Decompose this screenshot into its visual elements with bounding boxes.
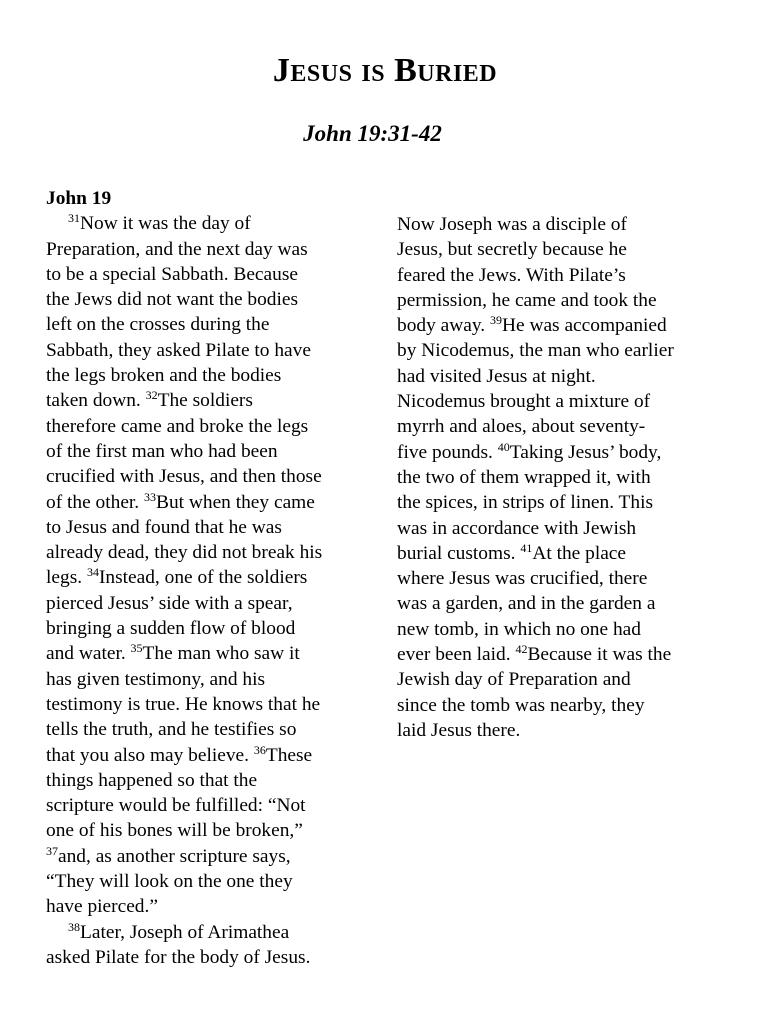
verse-text: was in accordance with Jewish xyxy=(397,517,637,539)
verse-text: pierced Jesus’ side with a spear, xyxy=(46,592,293,614)
verse-text: body away. xyxy=(397,315,490,337)
text-line xyxy=(46,743,356,768)
verse-text: These xyxy=(265,744,313,766)
verse-text: Because it was the xyxy=(527,644,672,666)
verse-text: At the place xyxy=(532,542,627,564)
text-line xyxy=(46,920,356,945)
verse-text: of the first man who had been xyxy=(46,440,278,462)
scripture-paragraph xyxy=(46,211,356,919)
right-column-body xyxy=(397,212,707,743)
verse-text: crucified with Jesus, and then those xyxy=(46,466,322,488)
verse-text: scripture would be fulfilled: “Not xyxy=(46,795,306,817)
verse-text: Jewish day of Preparation and xyxy=(397,669,631,691)
text-line xyxy=(46,894,356,919)
verse-text: the spices, in strips of linen. This xyxy=(397,492,654,514)
verse-text: already dead, they did not break his xyxy=(46,542,323,564)
verse-number: 32 xyxy=(145,388,158,403)
verse-number: 38 xyxy=(68,919,80,934)
verse-text: where Jesus was crucified, there xyxy=(397,568,648,590)
text-line xyxy=(46,869,356,894)
text-line xyxy=(46,312,356,337)
verse-text: But when they came xyxy=(156,491,315,513)
verse-text: permission, he came and took the xyxy=(397,289,657,311)
page-title: Jesus is Buried xyxy=(272,52,498,89)
verse-text: have pierced.” xyxy=(46,896,158,918)
verse-text: Nicodemus brought a mixture of xyxy=(397,391,651,413)
text-line xyxy=(397,667,707,692)
verse-text: the legs broken and the bodies xyxy=(46,365,282,387)
verse-text: Now it was the day of xyxy=(80,213,251,235)
chapter-heading: John 19 xyxy=(46,188,112,209)
text-line xyxy=(397,364,707,389)
text-line xyxy=(397,693,707,718)
verse-text: laid Jesus there. xyxy=(397,719,521,741)
text-line xyxy=(397,591,707,616)
text-line xyxy=(46,692,356,717)
text-line xyxy=(397,617,707,642)
text-line xyxy=(46,211,356,236)
verse-text: by Nicodemus, the man who earlier xyxy=(397,340,674,362)
text-line xyxy=(46,515,356,540)
text-line xyxy=(46,388,356,413)
text-line xyxy=(46,717,356,742)
verse-number: 36 xyxy=(253,742,266,757)
verse-text: Jesus, but secretly because he xyxy=(397,239,627,261)
verse-text: myrrh and aloes, about seventy- xyxy=(397,416,646,438)
text-line xyxy=(397,237,707,262)
verse-text: Now Joseph was a disciple of xyxy=(397,214,627,235)
verse-text: Instead, one of the soldiers xyxy=(98,567,308,589)
verse-text: asked Pilate for the body of Jesus. xyxy=(46,946,311,968)
verse-text: five pounds. xyxy=(397,441,498,463)
text-line xyxy=(397,440,707,465)
verse-text: Later, Joseph of Arimathea xyxy=(80,921,290,943)
text-line xyxy=(46,768,356,793)
text-line xyxy=(46,439,356,464)
text-line xyxy=(46,338,356,363)
verse-number: 31 xyxy=(68,211,80,226)
verse-text: to be a special Sabbath. Because xyxy=(46,263,298,285)
text-line xyxy=(397,566,707,591)
verse-text: testimony is true. He knows that he xyxy=(46,693,321,715)
verse-number: 35 xyxy=(130,641,143,656)
text-line xyxy=(397,541,707,566)
verse-text: bringing a sudden flow of blood xyxy=(46,618,296,640)
text-line xyxy=(397,263,707,288)
text-line xyxy=(46,464,356,489)
text-line xyxy=(46,540,356,565)
text-line xyxy=(46,945,356,970)
text-line xyxy=(46,363,356,388)
text-line xyxy=(397,642,707,667)
verse-text: and water. xyxy=(46,643,131,665)
verse-text: to Jesus and found that he was xyxy=(46,516,282,538)
text-line xyxy=(46,237,356,262)
left-column xyxy=(46,186,356,970)
verse-text: feared the Jews. With Pilate’s xyxy=(397,264,626,286)
text-line xyxy=(397,718,707,743)
verse-text: new tomb, in which no one had xyxy=(397,618,641,640)
scripture-paragraph xyxy=(46,920,356,971)
verse-text: ever been laid. xyxy=(397,644,516,666)
verse-text: burial customs. xyxy=(397,542,521,564)
verse-text: taken down. xyxy=(46,390,146,412)
text-line xyxy=(397,414,707,439)
left-column-body xyxy=(46,211,356,970)
verse-number: 37 xyxy=(46,843,58,858)
scripture-paragraph xyxy=(397,212,707,743)
verse-text: that you also may believe. xyxy=(46,744,254,766)
verse-text: Sabbath, they asked Pilate to have xyxy=(46,339,311,361)
text-line xyxy=(397,490,707,515)
verse-number: 39 xyxy=(489,313,502,328)
verse-text: The man who saw it xyxy=(142,643,300,665)
text-line xyxy=(46,591,356,616)
verse-text: since the tomb was nearby, they xyxy=(397,694,645,716)
text-line xyxy=(397,389,707,414)
verse-number: 34 xyxy=(86,565,99,580)
text-line xyxy=(46,793,356,818)
verse-number: 42 xyxy=(515,642,528,657)
right-column xyxy=(397,212,707,743)
text-line xyxy=(397,338,707,363)
text-line xyxy=(397,313,707,338)
verse-text: of the other. xyxy=(46,491,145,513)
text-line xyxy=(46,641,356,666)
scripture-reference: John 19:31-42 xyxy=(303,121,442,146)
verse-text: “They will look on the one they xyxy=(46,871,293,893)
verse-text: the Jews did not want the bodies xyxy=(46,289,299,311)
verse-text: The soldiers xyxy=(157,390,253,412)
text-line xyxy=(46,616,356,641)
verse-number: 33 xyxy=(144,489,157,504)
verse-text: therefore came and broke the legs xyxy=(46,415,309,437)
verse-text: legs. xyxy=(46,567,87,589)
text-line xyxy=(46,818,356,843)
verse-number: 40 xyxy=(497,439,510,454)
verse-text: things happened so that the xyxy=(46,769,258,791)
text-line xyxy=(46,414,356,439)
verse-text: Preparation, and the next day was xyxy=(46,238,308,260)
verse-text: and, as another scripture says, xyxy=(58,845,291,867)
verse-text: tells the truth, and he testifies so xyxy=(46,719,297,741)
verse-text: was a garden, and in the garden a xyxy=(397,593,656,615)
text-line xyxy=(46,287,356,312)
text-line xyxy=(46,565,356,590)
verse-text: Taking Jesus’ body, xyxy=(509,441,662,463)
text-line xyxy=(46,490,356,515)
verse-text: He was accompanied xyxy=(501,315,667,337)
verse-text: had visited Jesus at night. xyxy=(397,365,596,387)
verse-number: 41 xyxy=(520,540,533,555)
text-line xyxy=(397,465,707,490)
verse-text: one of his bones will be broken,” xyxy=(46,820,303,842)
text-line xyxy=(46,844,356,869)
verse-text: the two of them wrapped it, with xyxy=(397,466,651,488)
text-line xyxy=(397,212,707,237)
verse-text: has given testimony, and his xyxy=(46,668,266,690)
text-line xyxy=(46,667,356,692)
verse-text: left on the crosses during the xyxy=(46,314,270,336)
text-line xyxy=(397,516,707,541)
text-line xyxy=(397,288,707,313)
text-line xyxy=(46,262,356,287)
